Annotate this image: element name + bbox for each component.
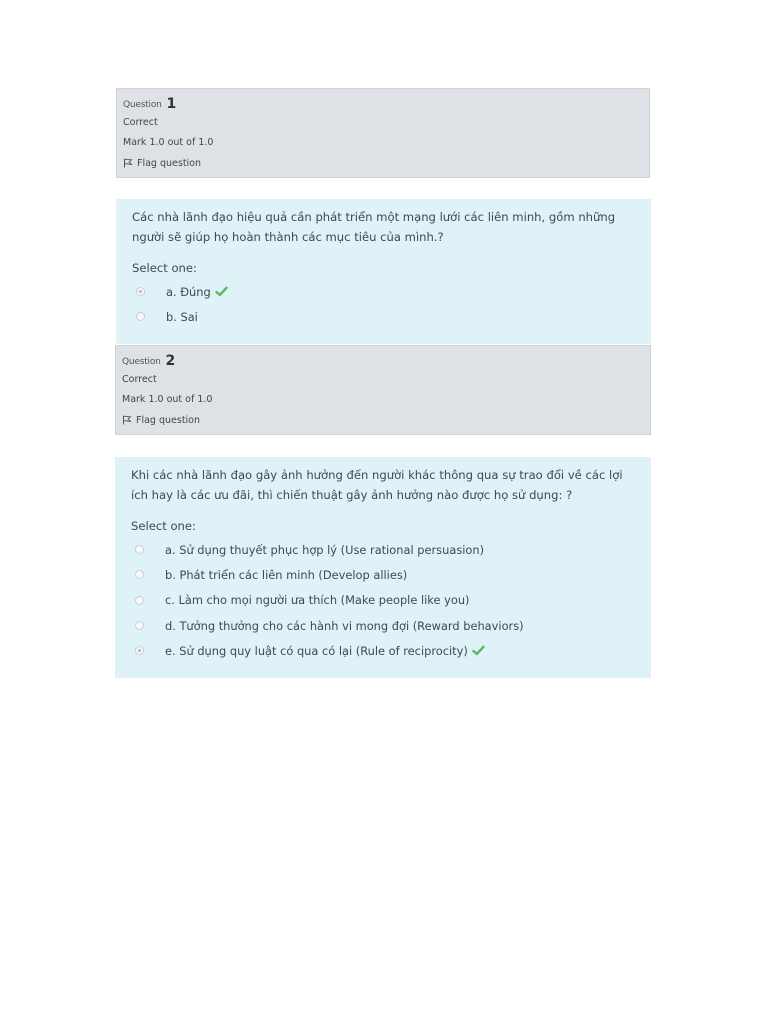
flag-question-link[interactable] <box>123 153 643 173</box>
question-number <box>123 96 643 112</box>
answer-radio[interactable] <box>135 621 144 630</box>
question-number-value: 1 <box>166 96 177 112</box>
question-2-info <box>115 345 651 435</box>
correct-check-icon <box>472 645 485 656</box>
question-1-info <box>116 88 650 178</box>
select-one-prompt: Select one: <box>132 261 197 275</box>
question-state: Correct <box>123 117 158 128</box>
answer-radio-selected[interactable] <box>136 287 145 296</box>
answer-option[interactable] <box>131 613 635 638</box>
answer-label: c. Làm cho mọi người ưa thích (Make people like you) <box>165 593 470 608</box>
question-text: Khi các nhà lãnh đạo gây ảnh hưởng đến người khác thông qua sự trao đổi về các lợi ích hay là các ưu đãi, thì chiến thuật gây ảnh hưởng nào được họ sử dụng: ? <box>131 468 623 502</box>
flag-icon <box>122 415 132 425</box>
answer-option[interactable] <box>131 638 635 663</box>
answer-option[interactable] <box>131 537 635 562</box>
question-number-value: 2 <box>165 353 176 369</box>
answer-label: b. Sai <box>166 309 198 324</box>
answer-radio-selected[interactable] <box>135 646 144 655</box>
select-one-prompt: Select one: <box>131 519 196 533</box>
question-grade: Mark 1.0 out of 1.0 <box>123 137 214 148</box>
question-label: Question <box>122 357 161 367</box>
question-grade: Mark 1.0 out of 1.0 <box>122 394 213 405</box>
answer-label: d. Tưởng thưởng cho các hành vi mong đợi (Reward behaviors) <box>165 618 524 633</box>
answer-option[interactable] <box>131 588 635 613</box>
flag-icon <box>123 158 133 168</box>
correct-check-icon <box>215 286 228 297</box>
answer-radio[interactable] <box>136 312 145 321</box>
answer-option[interactable] <box>131 562 635 587</box>
answer-radio[interactable] <box>135 570 144 579</box>
answer-label: a. Đúng <box>166 284 211 299</box>
question-text: Các nhà lãnh đạo hiệu quả cần phát triển một mạng lưới các liên minh, gồm những người sẽ giúp họ hoàn thành các mục tiêu của mình.? <box>132 210 616 244</box>
answer-label: b. Phát triển các liên minh (Develop allies) <box>165 567 408 582</box>
question-state: Correct <box>122 374 157 385</box>
flag-question-label: Flag question <box>136 414 201 426</box>
answer-label: a. Sử dụng thuyết phục hợp lý (Use rational persuasion) <box>165 542 485 557</box>
answer-option[interactable] <box>132 304 635 329</box>
answer-label: e. Sử dụng quy luật có qua có lại (Rule of reciprocity) <box>165 643 468 658</box>
question-number <box>122 353 644 369</box>
question-2-content <box>115 457 651 678</box>
question-1-content <box>116 199 651 344</box>
flag-question-label: Flag question <box>137 157 202 169</box>
answer-radio[interactable] <box>135 545 144 554</box>
flag-question-link[interactable] <box>122 410 644 430</box>
question-label: Question <box>123 100 162 110</box>
answer-radio[interactable] <box>135 596 144 605</box>
answer-option[interactable] <box>132 279 635 304</box>
